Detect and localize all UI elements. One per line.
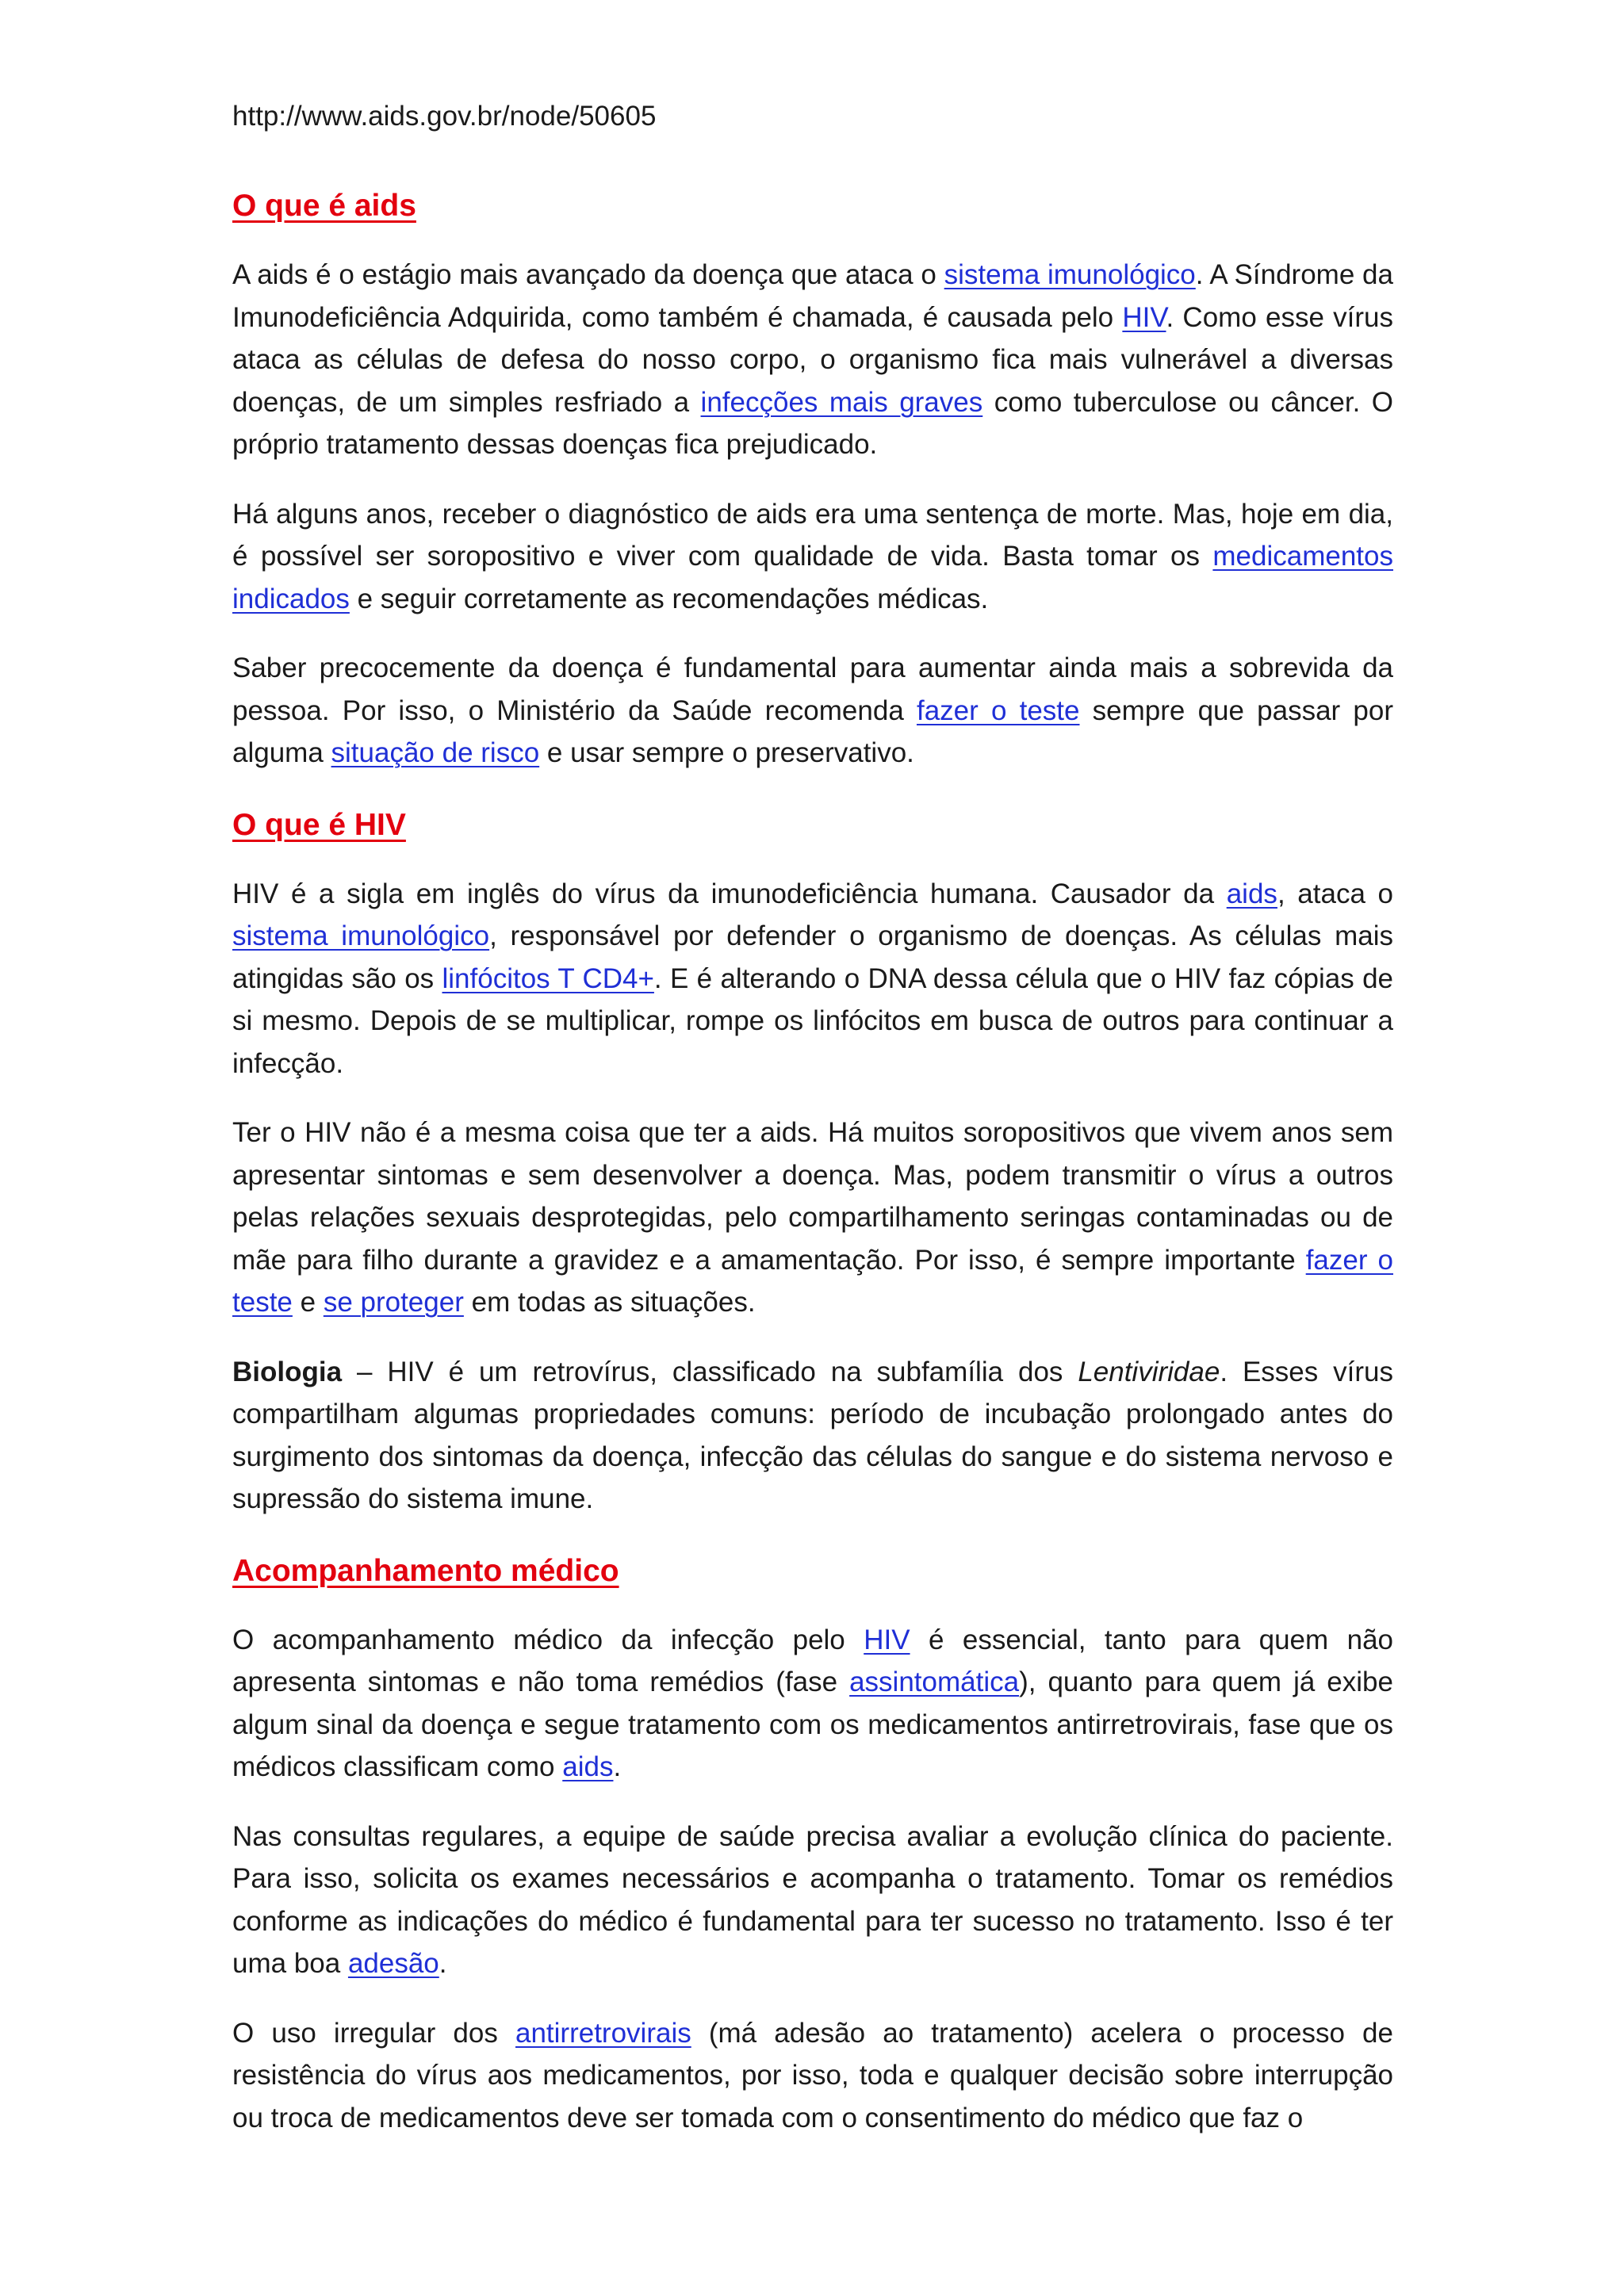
link-hiv[interactable]: HIV bbox=[864, 1624, 910, 1655]
hiv-paragraph-1 bbox=[232, 873, 1393, 1085]
aids-paragraph-3 bbox=[232, 647, 1393, 775]
aids-paragraph-1 bbox=[232, 254, 1393, 466]
section-title-aids: O que é aids bbox=[232, 189, 416, 223]
text: , responsável por defender o organismo de doenças. As células mais atingidas são os bbox=[232, 920, 1393, 994]
text: e bbox=[292, 1287, 324, 1318]
section-title-hiv: O que é HIV bbox=[232, 807, 406, 842]
link-aids[interactable]: aids bbox=[1226, 878, 1277, 909]
link-fazer-o-teste[interactable]: fazer o teste bbox=[232, 1244, 1393, 1318]
text: – HIV é um retrovírus, classificado na subfamília dos bbox=[342, 1356, 1078, 1387]
text: . Como esse vírus ataca as células de defesa do nosso corpo, o organismo fica mais vulnerável a diversas doenças, de um simples resfriado a bbox=[232, 301, 1393, 418]
text: . E é alterando o DNA dessa célula que o HIV faz cópias de si mesmo. Depois de se multiplicar, rompe os linfócitos em busca de outros para continuar a infecção. bbox=[232, 962, 1393, 1079]
text: . bbox=[439, 1948, 447, 1979]
text: e seguir corretamente as recomendações médicas. bbox=[349, 583, 989, 614]
link-situacao-de-risco[interactable]: situação de risco bbox=[331, 737, 540, 768]
link-hiv[interactable]: HIV bbox=[1122, 301, 1166, 333]
text: . bbox=[613, 1751, 622, 1782]
text: O acompanhamento médico da infecção pelo bbox=[232, 1624, 864, 1655]
link-medicamentos-indicados[interactable]: medicamentos indicados bbox=[232, 541, 1393, 614]
text: Nas consultas regulares, a equipe de saúde precisa avaliar a evolução clínica do paciente. Para isso, solicita os exames necessários e acompanha o tratamento. Tomar os remédios conforme as indicações do médico é fundamental para ter sucesso no tratamento. Isso é ter uma boa bbox=[232, 1820, 1393, 1979]
link-sistema-imunologico[interactable]: sistema imunológico bbox=[944, 259, 1196, 290]
link-adesao[interactable]: adesão bbox=[347, 1948, 439, 1979]
text: Ter o HIV não é a mesma coisa que ter a aids. Há muitos soropositivos que vivem anos sem apresentar sintomas e sem desenvolver a doença. Mas, podem transmitir o vírus a outros pelas relações sexuais desprotegidas, pelo compartilhamento seringas contaminadas ou de mãe para filho durante a gravidez e a amamentação. Por isso, é sempre importante bbox=[232, 1117, 1393, 1276]
text: como tuberculose ou câncer. O próprio tratamento dessas doenças fica prejudicado. bbox=[232, 386, 1393, 460]
text: , ataca o bbox=[1277, 878, 1393, 909]
link-sistema-imunologico[interactable]: sistema imunológico bbox=[232, 920, 490, 951]
text: Saber precocemente da doença é fundamental para aumentar ainda mais a sobrevida da pessoa. Por isso, o Ministério da Saúde recomenda bbox=[232, 652, 1393, 726]
hiv-paragraph-2 bbox=[232, 1112, 1393, 1324]
link-antirretrovirais[interactable]: antirretrovirais bbox=[515, 2017, 691, 2049]
aids-paragraph-2 bbox=[232, 493, 1393, 621]
document-content bbox=[232, 182, 1393, 2166]
link-fazer-o-teste[interactable]: fazer o teste bbox=[916, 695, 1080, 726]
source-url: http://www.aids.gov.br/node/50605 bbox=[232, 101, 657, 132]
text: (má adesão ao tratamento) acelera o processo de resistência do vírus aos medicamentos, por isso, toda e qualquer decisão sobre interrupção ou troca de medicamentos deve ser tomada com o consentimento do médico que faz o bbox=[232, 2017, 1393, 2133]
text: . Esses vírus compartilham algumas propriedades comuns: período de incubação prolongado antes do surgimento dos sintomas da doença, infecção das células do sangue e do sistema nervoso e supressão do sistema imune. bbox=[232, 1356, 1393, 1514]
section-title-acompanhamento: Acompanhamento médico bbox=[232, 1553, 619, 1588]
text: O uso irregular dos bbox=[232, 2017, 515, 2049]
text: . A Síndrome da Imunodeficiência Adquirida, como também é chamada, é causada pelo bbox=[232, 259, 1393, 333]
text: em todas as situações. bbox=[463, 1287, 756, 1318]
text: e usar sempre o preservativo. bbox=[539, 737, 914, 768]
lentiviridae-term: Lentiviridae bbox=[1078, 1356, 1220, 1387]
text: é essencial, tanto para quem não apresenta sintomas e não toma remédios (fase bbox=[232, 1624, 1393, 1697]
biologia-label: Biologia bbox=[232, 1356, 343, 1387]
link-aids[interactable]: aids bbox=[562, 1751, 614, 1782]
text: Há alguns anos, receber o diagnóstico de aids era uma sentença de morte. Mas, hoje em dia, é possível ser soropositivo e viver com qualidade de vida. Basta tomar os bbox=[232, 498, 1393, 572]
acompanhamento-paragraph-1 bbox=[232, 1619, 1393, 1789]
text: HIV é a sigla em inglês do vírus da imunodeficiência humana. Causador da bbox=[232, 878, 1227, 909]
link-assintomatica[interactable]: assintomática bbox=[849, 1667, 1020, 1697]
acompanhamento-paragraph-2 bbox=[232, 1816, 1393, 1985]
text: sempre que passar por alguma bbox=[232, 695, 1393, 768]
text: A aids é o estágio mais avançado da doença que ataca o bbox=[232, 259, 944, 290]
link-se-proteger[interactable]: se proteger bbox=[323, 1287, 464, 1318]
link-linfocitos-t-cd4[interactable]: linfócitos T CD4+ bbox=[442, 962, 654, 994]
hiv-paragraph-3 bbox=[232, 1351, 1393, 1521]
link-infeccoes-mais-graves[interactable]: infecções mais graves bbox=[700, 386, 983, 418]
acompanhamento-paragraph-3 bbox=[232, 2012, 1393, 2140]
text: ), quanto para quem já exibe algum sinal da doença e segue tratamento com os medicamentos antirretrovirais, fase que os médicos classificam como bbox=[232, 1667, 1393, 1782]
